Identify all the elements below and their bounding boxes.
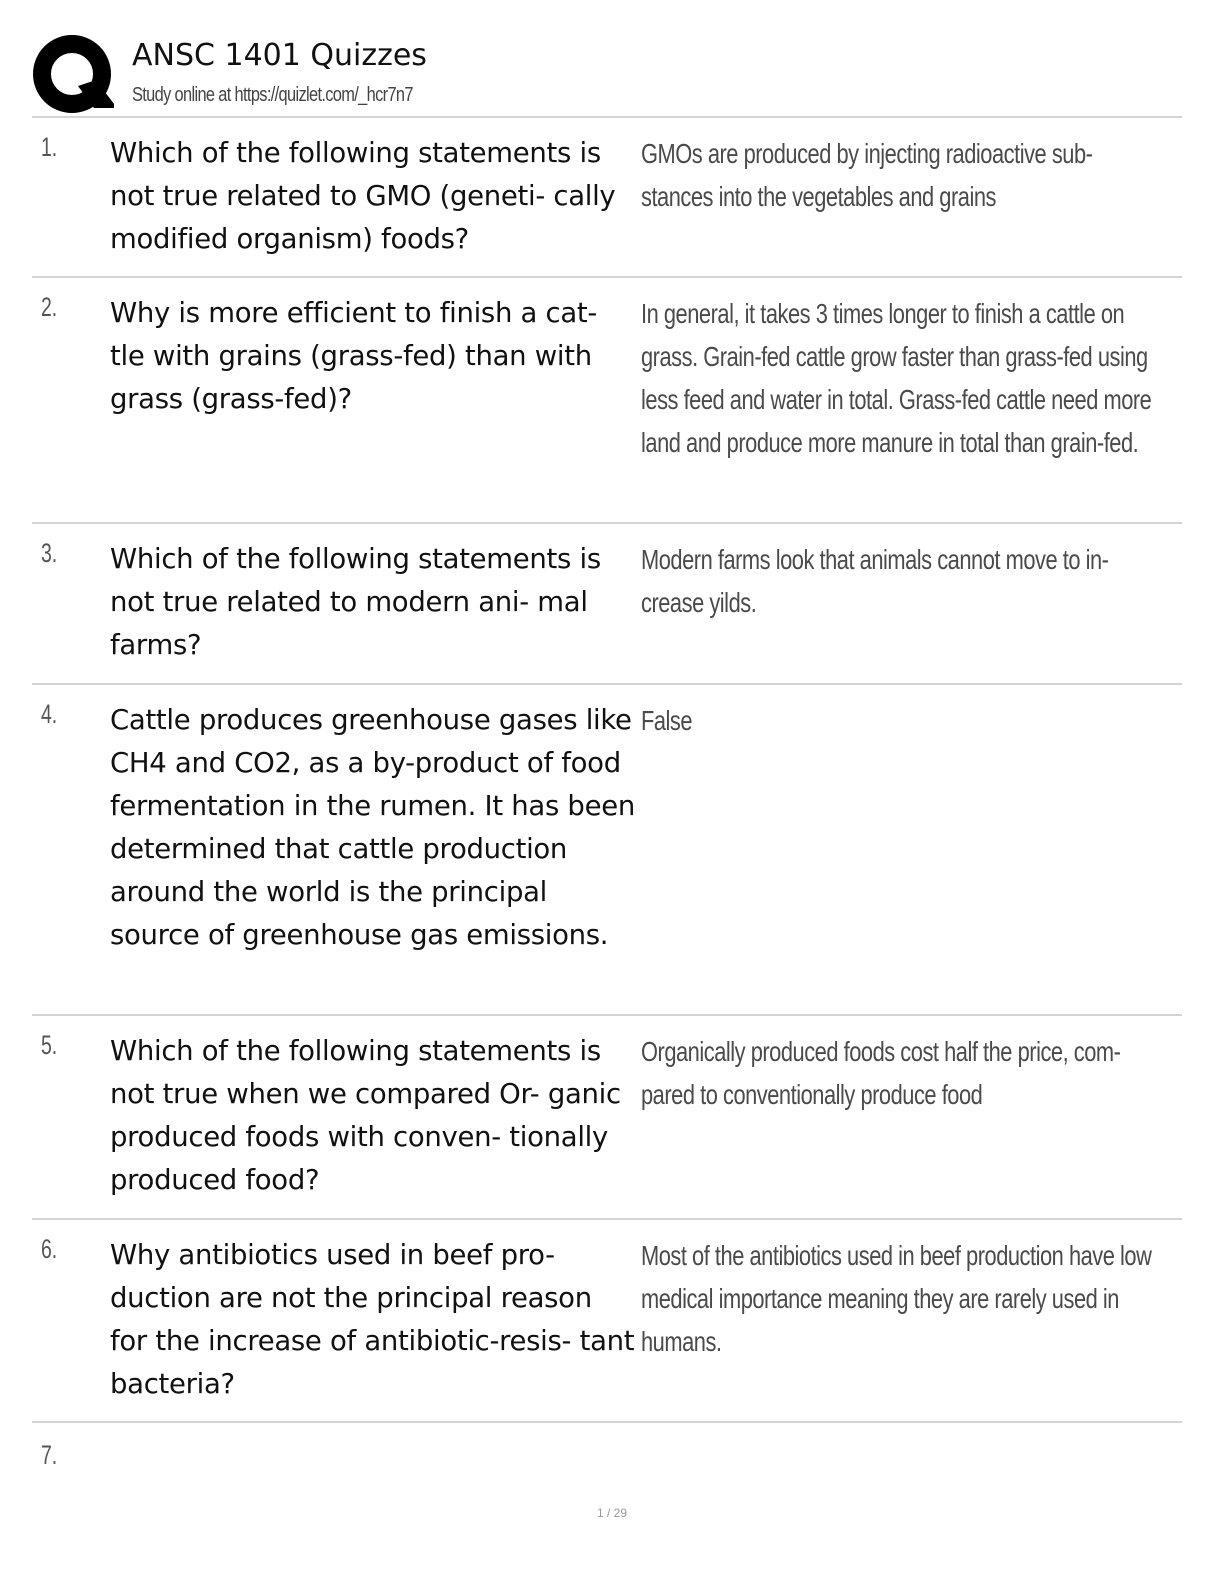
answer-text: Organically produced foods cost half the price, com- pared to conventionally produce food xyxy=(641,1036,1121,1110)
question-text: Which of the following statements is not true related to modern ani- mal farms? xyxy=(110,543,601,661)
answer-text: Modern farms look that animals cannot move to in- crease yilds. xyxy=(641,544,1109,618)
item-number: 7. xyxy=(41,1440,58,1470)
question-text: Which of the following statements is not true when we compared Or- ganic produced foods with conven- tionally produced food? xyxy=(110,1035,621,1196)
divider xyxy=(32,1218,1182,1220)
divider xyxy=(32,276,1182,278)
answer-text: Most of the antibiotics used in beef production have low medical importance meaning they are rarely used in humans. xyxy=(641,1240,1152,1357)
divider xyxy=(32,116,1182,118)
item-number: 5. xyxy=(41,1030,58,1060)
page-header xyxy=(32,34,1182,118)
item-number: 4. xyxy=(41,699,58,729)
document-title: ANSC 1401 Quizzes xyxy=(132,38,427,73)
question-text: Why is more efficient to finish a cat- tle with grains (grass-fed) than with grass (grass-fed)? xyxy=(110,297,597,415)
question-text: Cattle produces greenhouse gases like CH4 and CO2, as a by-product of food fermentation in the rumen. It has been determined that cattle production around the world is the principal source of greenhouse gas emissions. xyxy=(110,704,635,951)
divider xyxy=(32,1014,1182,1016)
quizlet-q-logo-icon xyxy=(32,34,116,118)
item-number: 2. xyxy=(41,292,58,322)
question-text: Which of the following statements is not true related to GMO (geneti- cally modified organism) foods? xyxy=(110,137,616,255)
question-text: Why antibiotics used in beef pro- duction are not the principal reason for the increase of antibiotic-resis- tant bacteria? xyxy=(110,1239,635,1400)
answer-text: GMOs are produced by injecting radioactive sub- stances into the vegetables and grains xyxy=(641,138,1093,212)
study-online-link[interactable]: Study online at https://quizlet.com/_hcr7n7 xyxy=(132,84,413,106)
divider xyxy=(32,683,1182,685)
page-number: 1 / 29 xyxy=(596,1506,628,1520)
item-number: 1. xyxy=(41,132,58,162)
answer-text: In general, it takes 3 times longer to finish a cattle on grass. Grain-fed cattle grow faster than grass-fed using less feed and water in total. Grass-fed cattle need more land and produce more manure in total than grain-fed. xyxy=(641,298,1152,458)
divider xyxy=(32,522,1182,524)
answer-text: False xyxy=(641,705,693,736)
item-number: 3. xyxy=(41,538,58,568)
divider xyxy=(32,1421,1182,1423)
item-number: 6. xyxy=(41,1234,58,1264)
